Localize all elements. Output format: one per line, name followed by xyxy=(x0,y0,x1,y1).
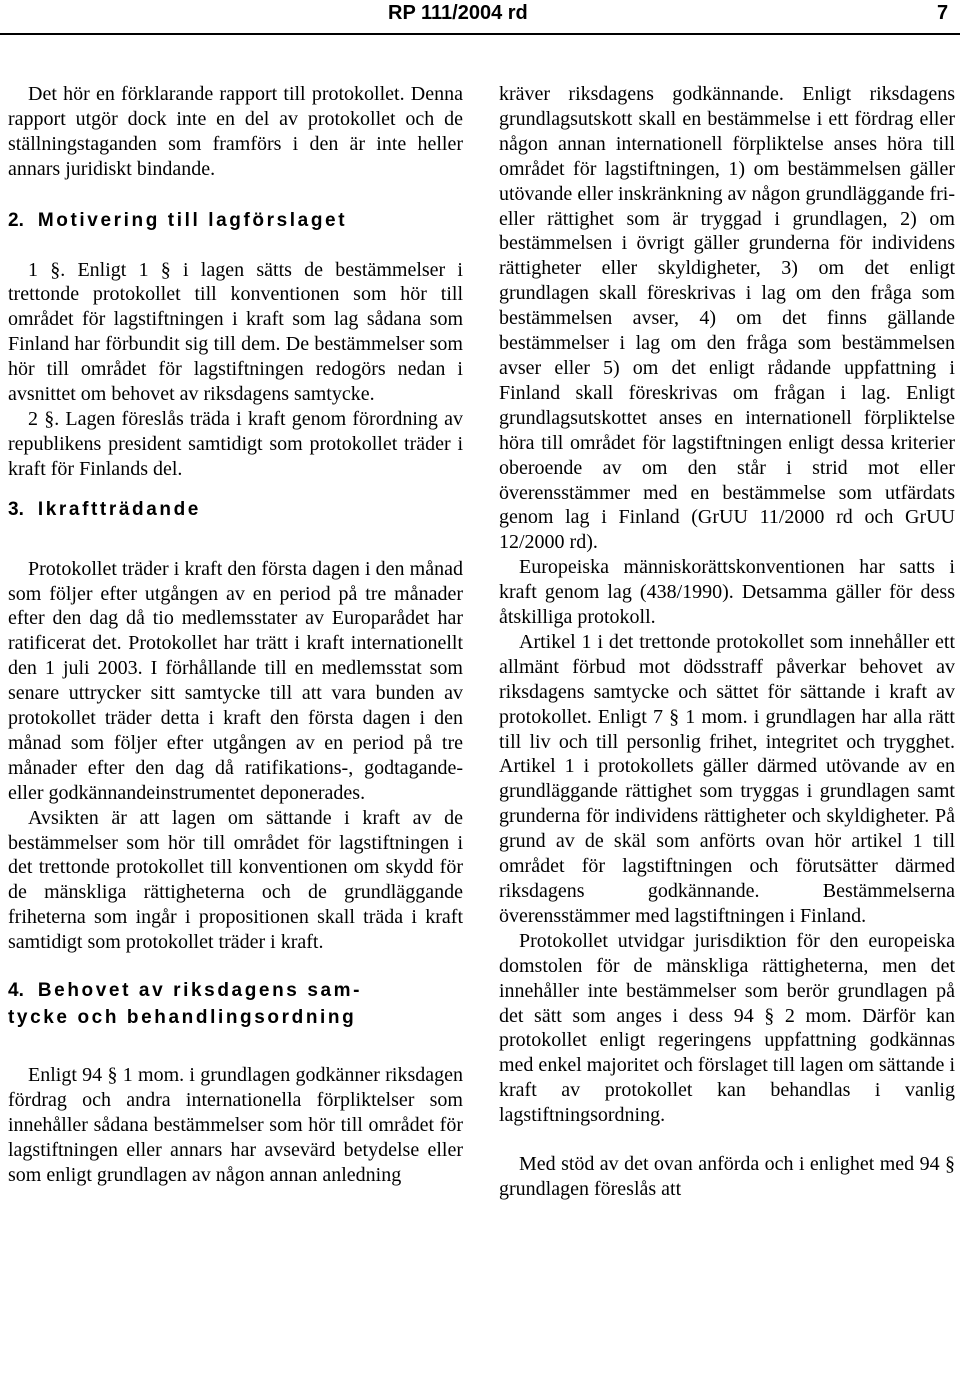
paragraph: Artikel 1 i det trettonde protokollet som innehåller ett allmänt förbud mot dödsstraff påverkar behovet av riksdagens samtycke och sättet för sättande i kraft av protokollet. Enligt 7 § 1 mom. i grundlagen har alla rätt till liv och till personlig frihet, integritet och trygghet. Artikel 1 i protokollets gäller därmed utövande av en grundläggande rättighet som tryggas i grundlagen samt grunderna för individens rättigheter och skyldigheter. På grund av de skäl som anförts ovan hör artikel 1 till området för lagstiftningen och förutsätter därmed riksdagens godkännande. Bestämmelserna överensstämmer med lagstiftningen i Finland. xyxy=(499,630,955,927)
section-heading-3 xyxy=(8,498,463,523)
paragraph: Enligt 94 § 1 mom. i grundlagen godkänner riksdagen fördrag och andra internationella förpliktelser som innehåller sådana bestämmelser som hör till området för lagstiftningen eller annars har avsevärd betydelse eller som enligt grundlagen av någon annan anledning xyxy=(8,1063,463,1186)
header-rule xyxy=(0,33,960,35)
page-number: 7 xyxy=(937,2,949,24)
paragraph: Det hör en förklarande rapport till protokollet. Denna rapport utgör dock inte en del av protokollet och de ställningstaganden som framförs i den är inte heller annars juridiskt bindande. xyxy=(8,83,463,180)
page-header xyxy=(0,0,960,30)
section-number: 2. xyxy=(8,209,24,231)
section-number: 4. xyxy=(8,980,24,1002)
paragraph: 1 §. Enligt 1 § i lagen sätts de bestämmelser i trettonde protokollet till konventionen som hör till området för lagstiftningen i kraft som lag sådana som Finland har förbundit sig till dem. De bestämmelser som hör till området för lagstiftningen redogörs nedan i avsnittet om behovet av riksdagens samtycke. xyxy=(8,258,463,406)
section-heading-2 xyxy=(8,209,463,234)
right-column xyxy=(499,82,955,1202)
paragraph: Europeiska människorättskonventionen har satts i kraft genom lag (438/1990). Detsamma gäller för dess åtskilliga protokoll. xyxy=(499,556,955,629)
document-id: RP 111/2004 rd xyxy=(388,2,528,24)
section-heading-4 xyxy=(8,979,463,1031)
section-title: Motivering till lagförslaget xyxy=(37,209,348,231)
section-title-line-2: tycke och behandlingsordning xyxy=(8,1007,357,1028)
paragraph: Protokollet utvidgar jurisdiktion för den europeiska domstolen för de mänskliga rättigheterna, men det innehåller inte bestämmelser som berör grundlagen på det sätt som anges i dess 94 § 2 mom. Därför kan protokollet enligt regeringens uppfattning godkännas med enkel majoritet och förslaget till lagen om sättande i kraft av protokollet kan behandlas i vanlig lagstiftningsordning. xyxy=(499,929,955,1127)
paragraph: Med stöd av det ovan anförda och i enlighet med 94 § grundlagen föreslås att xyxy=(499,1153,955,1200)
paragraph: Protokollet träder i kraft den första dagen i den månad som följer efter utgången av en period på tre månader efter den dag då tio medlemsstater av Europarådet har ratificerat det. Protokollet har trätt i kraft internationellt den 1 juli 2003. I förhållande till en medlemsstat som senare uttrycker sitt samtycke till att vara bunden av protokollet träder detta i kraft den första dagen i den månad som följer efter utgången av en period på tre månader efter den dag då ratifikations-, godtagande- eller godkännandeinstrumentet deponerades. xyxy=(8,557,463,804)
section-number: 3. xyxy=(8,498,24,520)
section-title-line-1: Behovet av riksdagens sam- xyxy=(37,980,363,1002)
paragraph: kräver riksdagens godkännande. Enligt riksdagens grundlagsutskott skall en bestämmelse i ett fördrag eller någon annan internationell förpliktelse anses höra till området för lagstiftningen, 1) om bestämmelsen gäller utövande eller inskränkning av någon grundläggande fri- eller rättighet som är tryggad i grundlagen, 2) om bestämmelsen i övrigt gäller grunderna för individens rättigheter eller skyldigheter, 3) om det enligt grundlagen skall föreskrivas i lag om den fråga som bestämmelsen avser, 4) om det finns gällande bestämmelser i lag om den fråga som bestämmelsen avser eller 5) om det enligt rådande uppfattning i Finland skall föreskrivas om frågan i lag. Enligt grundlagsutskottet anses en internationell förpliktelse höra till området för lagstiftningen enligt dessa kriterier oberoende av om den står i strid mot eller överensstämmer med en bestämmelse som utfärdats genom lag i Finland (GrUU 11/2000 rd och GrUU 12/2000 rd). xyxy=(499,83,955,554)
left-column xyxy=(8,82,463,1187)
section-title: Ikraftträdande xyxy=(37,498,201,520)
paragraph: 2 §. Lagen föreslås träda i kraft genom förordning av republikens president samtidigt som protokollet träder i kraft för Finlands del. xyxy=(8,407,463,480)
paragraph: Avsikten är att lagen om sättande i kraft av de bestämmelser som hör till området för lagstiftningen i det trettonde protokollet till konventionen om skydd för de mänskliga rättigheterna och de grundläggande friheterna som ingår i propositionen skall träda i kraft samtidigt som protokollet träder i kraft. xyxy=(8,806,463,954)
